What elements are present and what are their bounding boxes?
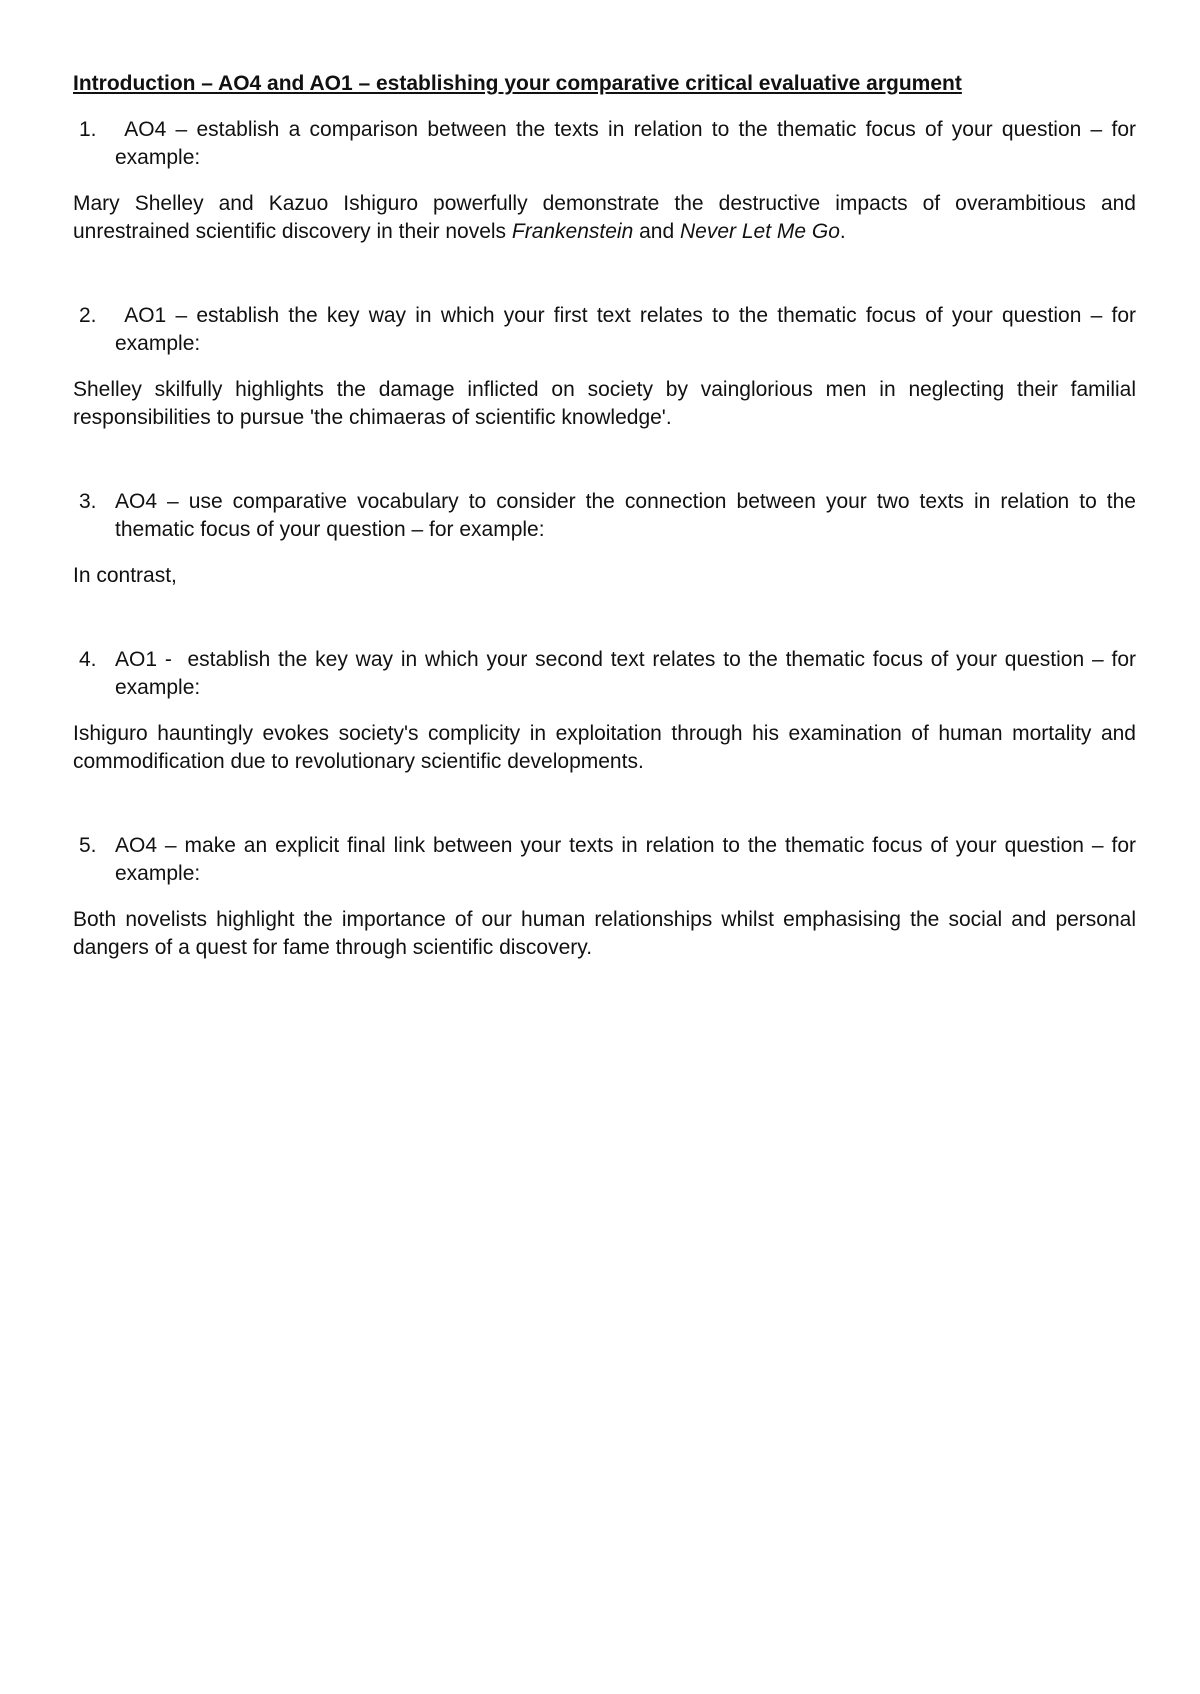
spacer — [73, 432, 1136, 488]
example-text-start: Mary Shelley and Kazuo Ishiguro powerfully demonstrate the destructive impacts of overambitious and unrestrained scientific discovery in their novels — [73, 192, 1136, 243]
instruction-row — [73, 302, 1142, 358]
instruction-text: AO1 - establish the key way in which your second text relates to the thematic focus of your question – for example: — [115, 648, 1142, 699]
list-item-1 — [73, 116, 1142, 246]
instruction-text: AO4 – make an explicit final link between your texts in relation to the thematic focus of your question – for example: — [115, 834, 1136, 885]
item-number: 3. — [79, 490, 97, 513]
spacer — [73, 590, 1136, 646]
page-title: Introduction – AO4 and AO1 – establishing your comparative critical evaluative argument — [73, 72, 962, 95]
spacer — [73, 246, 1136, 302]
example-text-conjunction: and — [633, 220, 680, 243]
instruction-row — [73, 488, 1136, 544]
instruction-row — [73, 832, 1136, 888]
instruction-text: AO1 – establish the key way in which your first text relates to the thematic focus of your question – for example: — [115, 304, 1142, 355]
list-item-2 — [73, 302, 1142, 432]
example-text: Both novelists highlight the importance of our human relationships whilst emphasising the social and personal dangers of a quest for fame through scientific discovery. — [73, 908, 1136, 959]
item-number: 4. — [79, 648, 97, 671]
list-item-3 — [73, 488, 1136, 590]
example-text: Shelley skilfully highlights the damage inflicted on society by vainglorious men in neglecting their familial responsibilities to pursue 'the chimaeras of scientific knowledge'. — [73, 378, 1136, 429]
instruction-text: AO4 – establish a comparison between the texts in relation to the thematic focus of your question – for example: — [115, 118, 1142, 169]
list-item-5 — [73, 832, 1136, 962]
example-text — [73, 190, 1136, 246]
spacer — [73, 776, 1136, 832]
item-number: 1. — [79, 118, 97, 141]
instruction-row — [73, 646, 1142, 702]
item-number: 2. — [79, 304, 97, 327]
instruction-row — [73, 116, 1142, 172]
example-text: In contrast, — [73, 564, 177, 587]
example-text: Ishiguro hauntingly evokes society's complicity in exploitation through his examination of human mortality and commodification due to revolutionary scientific developments. — [73, 722, 1136, 773]
novel-title-never-let-me-go: Never Let Me Go — [680, 220, 840, 243]
novel-title-frankenstein: Frankenstein — [511, 220, 634, 243]
item-number: 5. — [79, 834, 97, 857]
document-page — [73, 70, 1142, 962]
list-item-4 — [73, 646, 1142, 776]
instruction-text: AO4 – use comparative vocabulary to consider the connection between your two texts in relation to the thematic focus of your question – for example: — [115, 490, 1136, 541]
example-text-end: . — [839, 220, 846, 243]
